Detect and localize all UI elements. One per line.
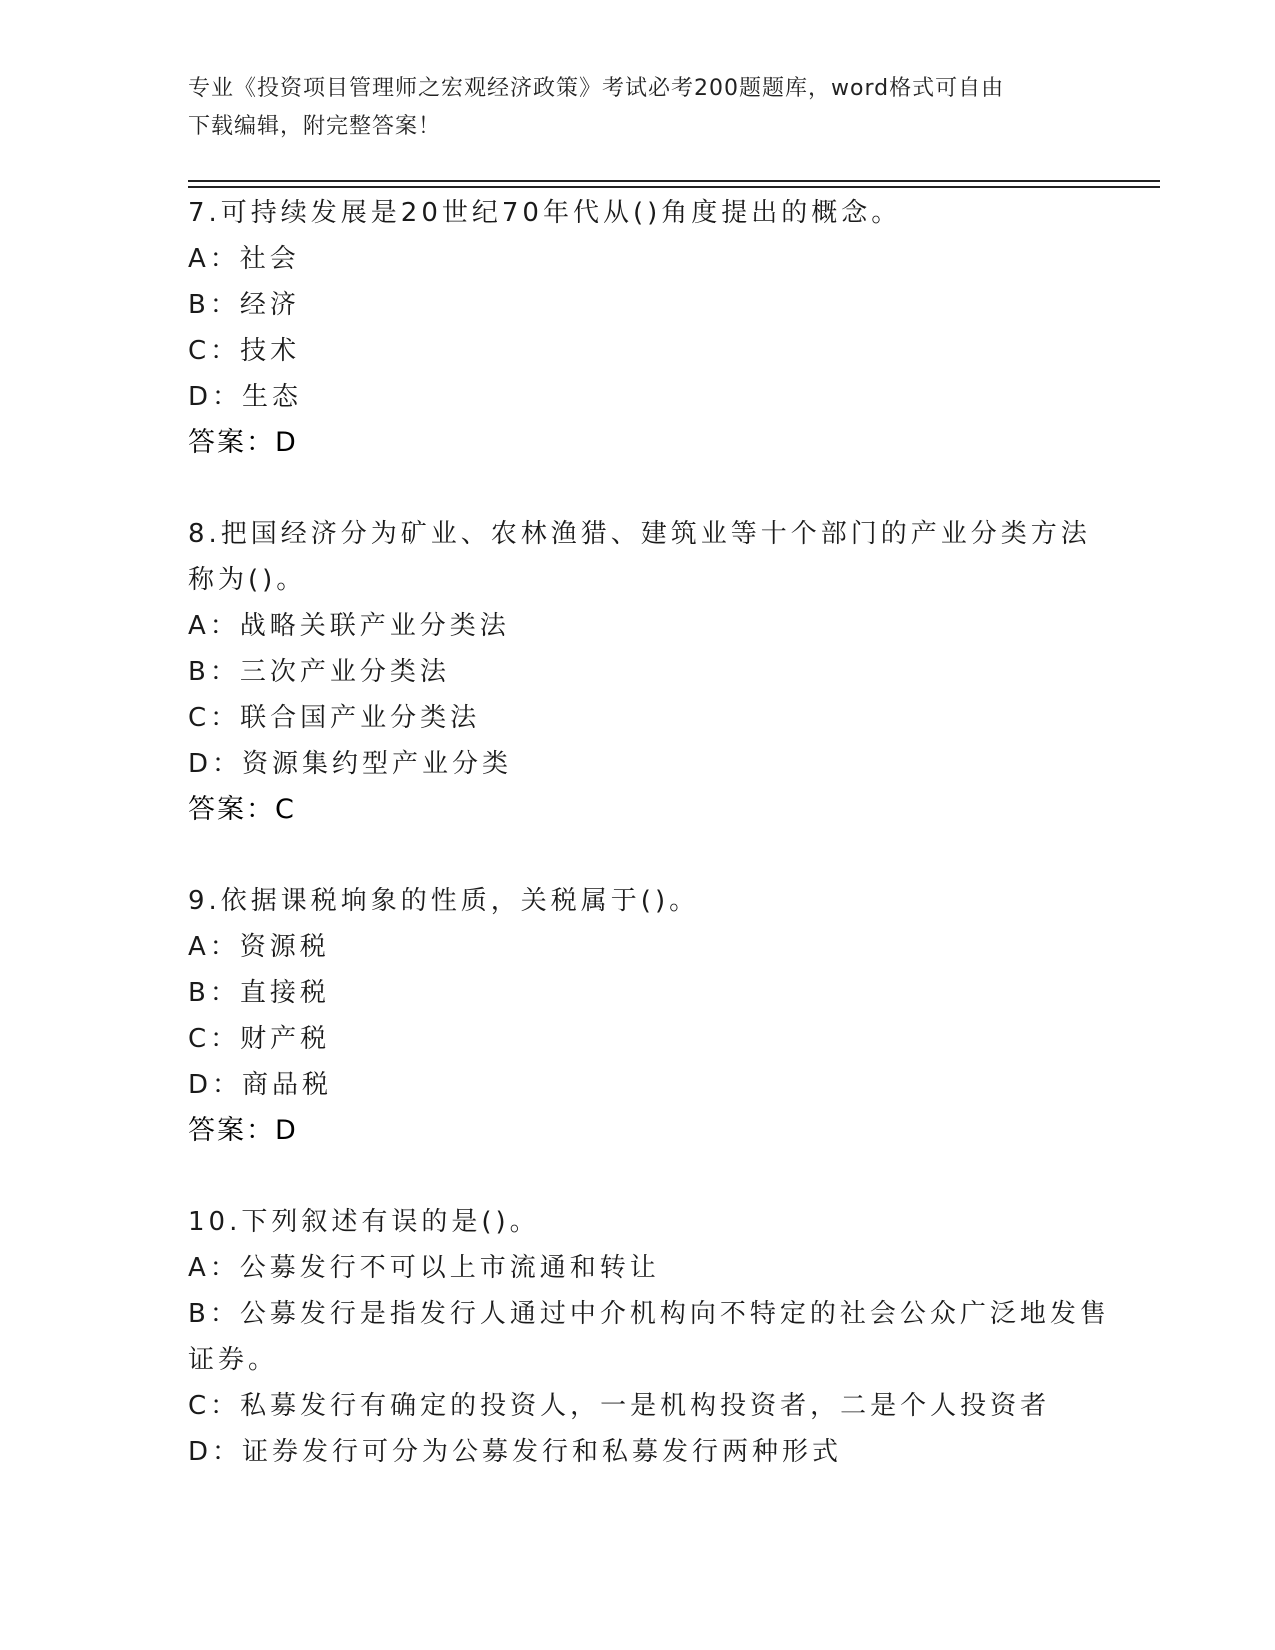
question-stem: 10.下列叙述有误的是()。 [188,1207,540,1237]
answer-label: 答案：D [188,1115,298,1146]
option-b: B：经济 [188,290,300,320]
spacer [188,833,1088,878]
option-b: B：公募发行是指发行人通过中介机构向不特定的社会公众广泛地发售 [188,1299,1110,1329]
option-c: C：技术 [188,336,301,366]
option-d: D：生态 [188,382,303,412]
option-a: A：资源税 [188,932,330,962]
question-10 [188,1199,1110,1475]
header-divider-top [188,180,1160,182]
option-d: D：商品税 [188,1070,333,1100]
option-c: C：财产税 [188,1024,331,1054]
question-stem: 8.把国经济分为矿业、农林渔猎、建筑业等十个部门的产业分类方法 [188,519,1091,549]
option-a: A：公募发行不可以上市流通和转让 [188,1253,660,1283]
spacer [188,466,1088,511]
option-d: D：资源集约型产业分类 [188,749,513,779]
question-stem: 7.可持续发展是20世纪70年代从()角度提出的概念。 [188,198,902,228]
question-7 [188,190,1088,466]
option-b-continued: 证券。 [188,1345,279,1375]
question-list [188,190,1110,1475]
option-c: C：私募发行有确定的投资人，一是机构投资者，二是个人投资者 [188,1391,1051,1421]
option-a: A：社会 [188,244,300,274]
option-b: B：直接税 [188,978,330,1008]
option-d: D：证券发行可分为公募发行和私募发行两种形式 [188,1437,843,1467]
option-b: B：三次产业分类法 [188,657,450,687]
document-header [188,70,1088,146]
answer-label: 答案：D [188,427,298,458]
option-c: C：联合国产业分类法 [188,703,481,733]
header-divider-bottom [188,186,1160,188]
question-stem-continued: 称为()。 [188,565,307,595]
question-stem: 9.依据课税垧象的性质，关税属于()。 [188,886,700,916]
header-text-line-2: 下载编辑，附完整答案！ [188,114,442,139]
spacer [188,1154,1088,1199]
question-9 [188,878,1088,1154]
option-a: A：战略关联产业分类法 [188,611,510,641]
answer-label: 答案：C [188,794,296,825]
header-text-line-1: 专业《投资项目管理师之宏观经济政策》考试必考200题题库，word格式可自由 [188,76,1005,101]
question-8 [188,511,1091,833]
